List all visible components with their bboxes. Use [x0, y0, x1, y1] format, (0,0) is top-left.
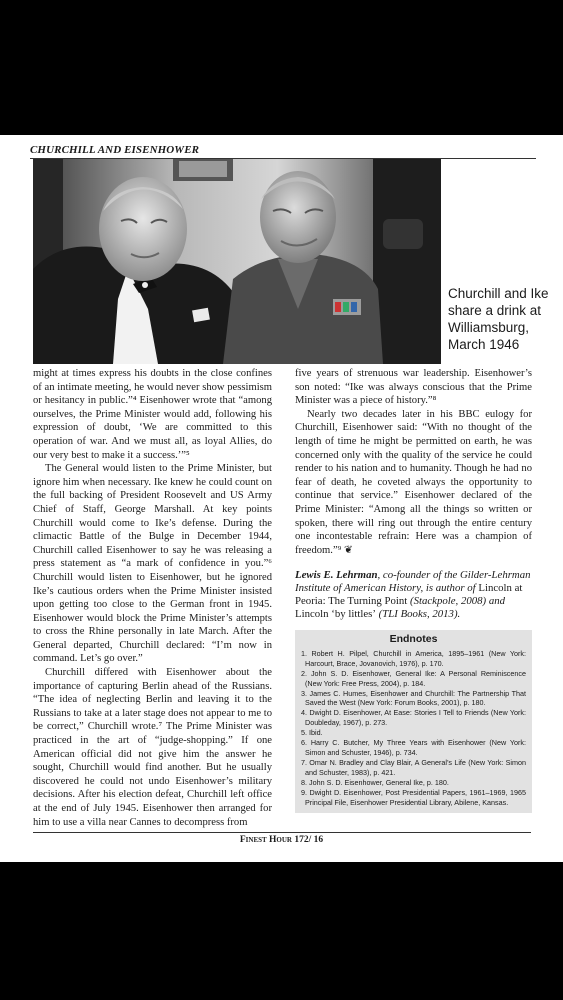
paragraph: Churchill differed with Eisenhower about the importance of capturing Berlin ahead of the Russians. “The idea of neglecting Berlin and leaving it to the Russians to take at a later stage does not appear to me to be correct,” Churchill wrote.⁷ The Prime Minister was practiced in the art of “judge-shopping.” If one American official did not give him the answer he sought, Churchill would find another. But he usually discovered he could not undo Eisenhower’s military decisions. After his election defeat, Churchill left office at the end of July 1945. Eisenhower then arranged for him to use a villa near Cannes to decompress from — [33, 667, 272, 828]
historic-photo — [33, 159, 441, 364]
bio-text: (TLI Books, 2013). — [375, 608, 461, 621]
bio-text: , co-founder of the Gilder-Lehrman Institute of American History, is author of — [295, 569, 531, 595]
endnote-item: 7. Omar N. Bradley and Clay Blair, A General’s Life (New York: Simon and Schuster, 1983), p. 421. — [301, 757, 526, 777]
paragraph: Nearly two decades later in his BBC eulogy for Churchill, Eisenhower said: “With no thought of the length of time he might be permitted on earth, he was concerned only with the quality of the service he could render to his nation and to humanity. Though he had no fear of death, he coveted always the opportunity to continue that service.” Eisenhower declared of the Prime Minister: “Among all the things so written or spoken, there will ring out through the entire century one incontestable refrain: Here was a champion of freedom.”⁹ ❦ — [295, 408, 532, 556]
endnotes-box — [295, 630, 532, 813]
page-footer: Finest Hour 172/ 16 — [239, 835, 324, 845]
paragraph: The General would listen to the Prime Minister, but ignore him when necessary. Ike knew he could count on the full backing of President Roosevelt and US Army Chief of Staff, George Marshall. At key points Churchill would come to Ike’s defense. During the climactic Battle of the Bulge in December 1944, Churchill called Eisenhower to say he was releasing a press statement as “a mark of confidence in you.”⁶ Churchill would listen to Eisenhower, but he ignored Ike’s cautious orders when the Prime Minister insisted upon getting too close to the German front in 1945. Eisenhower would block the Prime Minister’s attempts to cross the Rhine personally in late March. After the General departed, Churchill declared: “I’m now in command. Let’s go over.” — [33, 463, 272, 665]
book-title: Lincoln ‘by littles’ — [295, 608, 376, 621]
endnote-item: 9. Dwight D. Eisenhower, Post Presidential Papers, 1961–1969, 1965 Principal File, Eisenhower Presidential Library, Abilene, Kansas. — [301, 787, 526, 807]
endnote-item: 8. John S. D. Eisenhower, General Ike, p. 180. — [301, 777, 449, 787]
endnote-item: 1. Robert H. Pilpel, Churchill in America, 1895–1961 (New York: Harcourt, Brace, Jovanovich, 1976), p. 170. — [301, 648, 526, 668]
endnote-item: 6. Harry C. Butcher, My Three Years with Eisenhower (New York: Simon and Schuster, 1946), p. 734. — [301, 738, 526, 757]
section-header: CHURCHILL AND EISENHOWER — [30, 144, 200, 156]
endnotes-title: Endnotes — [389, 633, 438, 646]
endnotes-list — [301, 649, 526, 808]
paragraph: might at times express his doubts in the close confines of an intimate meeting, he would never show pessimism or hesitancy in public.”⁴ Eisenhower wrote that “among ourselves, the Prime Minister would add, following his expression of doubt, ‘We are committed to this operation of war. And we must all, as loyal Allies, do our very best to make it a success.’”⁵ — [33, 368, 272, 461]
endnote-item: 4. Dwight D. Eisenhower, At Ease: Stories I Tell to Friends (New York: Doubleday, 1967), p. 273. — [301, 708, 526, 728]
magazine-page — [0, 135, 563, 862]
book-title: Lincoln at Peoria: The Turning Point — [295, 582, 523, 608]
footer-rule — [33, 832, 531, 833]
endnote-item: 5. Ibid. — [301, 728, 323, 738]
author-name: Lewis E. Lehrman — [295, 569, 378, 582]
author-bio — [295, 569, 532, 621]
left-column — [33, 367, 272, 829]
photo-caption: Churchill and Ike share a drink at Williamsburg, March 1946 — [448, 286, 549, 352]
paragraph: five years of strenuous war leadership. Eisenhower’s son noted: “Ike was always conscious that the Prime Minister was a piece of history.”⁸ — [295, 368, 532, 407]
endnote-item: 2. John S. D. Eisenhower, General Ike: A Personal Reminiscence (New York: Free Press, 2004), p. 184. — [301, 668, 526, 688]
right-column — [295, 367, 532, 813]
endnote-item: 3. James C. Humes, Eisenhower and Churchill: The Partnership That Saved the West (New York: Forum Books, 2001), p. 180. — [301, 688, 526, 708]
bio-text: (Stackpole, 2008) and — [407, 595, 506, 608]
